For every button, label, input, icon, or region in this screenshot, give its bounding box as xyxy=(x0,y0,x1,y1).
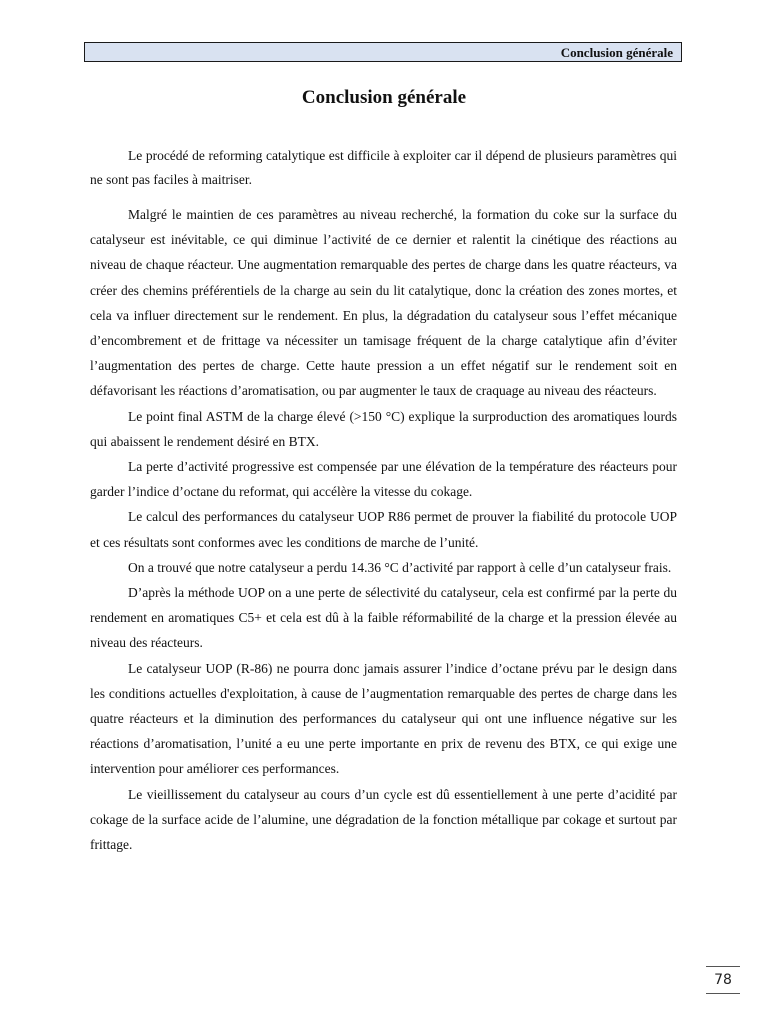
paragraph: On a trouvé que notre catalyseur a perdu 14.36 °C d’activité par rapport à celle d’un catalyseur frais. xyxy=(128,559,672,575)
running-header xyxy=(84,42,682,62)
page-title: Conclusion générale xyxy=(301,87,467,108)
body-text xyxy=(90,144,677,857)
paragraph: Le catalyseur UOP (R-86) ne pourra donc jamais assurer l’indice d’octane prévu par le design dans les conditions actuelles d'exploitation, à cause de l’augmentation remarquable des pertes de charge dans les quatre réacteurs et la diminution des performances du catalyseur qui ont une influence négative sur les réactions d’aromatisation, l’unité a eu une perte importante en prix de revenu des BTX, ce qui exige une intervention pour améliorer ces performances. xyxy=(90,660,677,777)
running-header-title: Conclusion générale xyxy=(560,45,673,60)
paragraph: D’après la méthode UOP on a une perte de sélectivité du catalyseur, cela est confirmé par la perte du rendement en aromatiques C5+ et cela est dû à la faible réformabilité de la charge et la pression élevée au niveau des réacteurs. xyxy=(90,585,677,651)
paragraph: La perte d’activité progressive est compensée par une élévation de la température des réacteurs pour garder l’indice d’octane du reformat, qui accélère la vitesse du cokage. xyxy=(90,459,677,500)
page-number: 78 xyxy=(706,966,740,994)
paragraph: Le vieillissement du catalyseur au cours d’un cycle est dû essentiellement à une perte d’acidité par cokage de la surface acide de l’alumine, une dégradation de la fonction métallique par cokage et surtout par frittage. xyxy=(90,786,677,853)
paragraph: Le calcul des performances du catalyseur UOP R86 permet de prouver la fiabilité du protocole UOP et ces résultats sont conformes avec les conditions de marche de l’unité. xyxy=(90,509,677,550)
paragraph: Le point final ASTM de la charge élevé (>150 °C) explique la surproduction des aromatiques lourds qui abaissent le rendement désiré en BTX. xyxy=(90,408,677,449)
paragraph: Le procédé de reforming catalytique est difficile à exploiter car il dépend de plusieurs paramètres qui ne sont pas faciles à maitriser. xyxy=(90,148,677,187)
paragraph: Malgré le maintien de ces paramètres au niveau recherché, la formation du coke sur la surface du catalyseur est inévitable, ce qui diminue l’activité de ce dernier et ralentit la cinétique des réactions au niveau de chaque réacteur. Une augmentation remarquable des pertes de charge dans les quatre réacteurs, va créer des chemins préférentiels de la charge au sein du lit catalytique, donc la création des zones mortes, et cela va influer directement sur le rendement. En plus, la dégradation du catalyseur sous l’effet mécanique d’encombrement et de frittage va nécessiter un tamisage fréquent de la charge catalytique afin d’éviter l’augmentation des pertes de charge. Cette haute pression a un effet négatif sur le rendement soit en défavorisant les réactions d’aromatisation, ou par augmenter le taux de craquage au niveau des réacteurs. xyxy=(90,207,677,399)
